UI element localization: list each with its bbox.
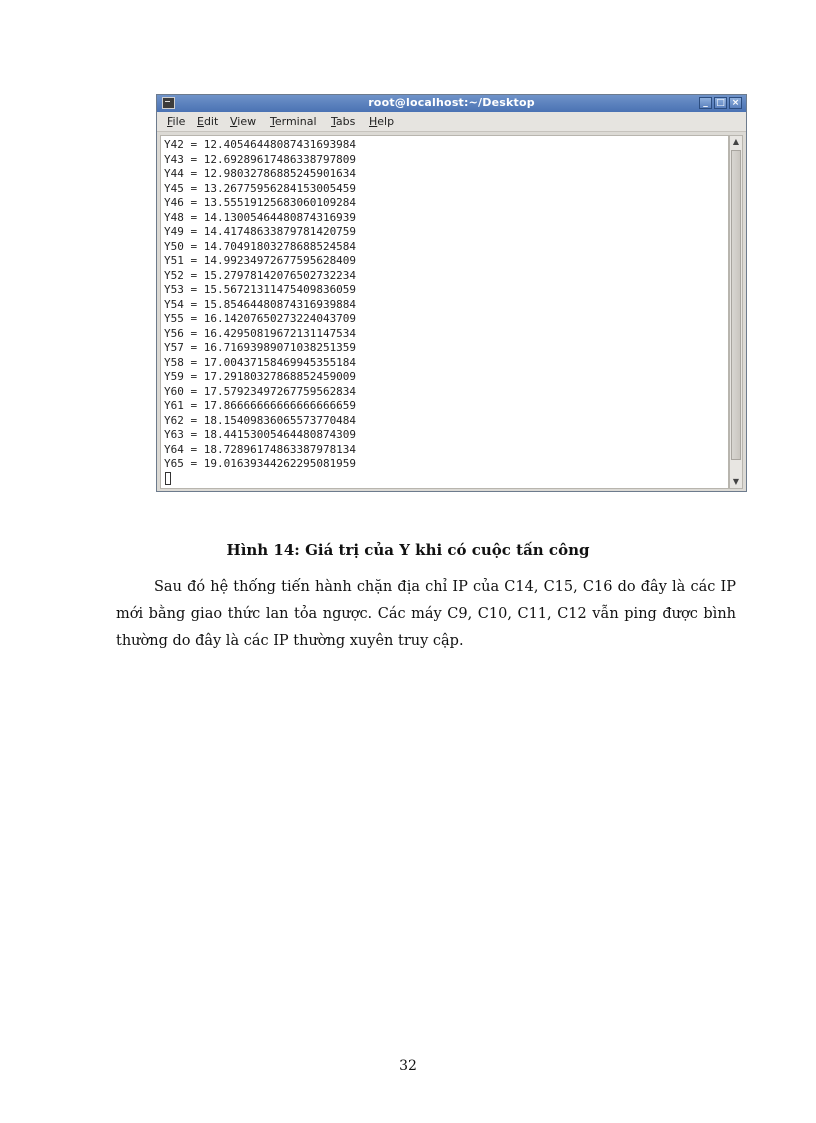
page-number: 32 [399, 1058, 417, 1074]
output-line: Y61 = 17.86666666666666666659 [164, 399, 357, 412]
output-line: Y51 = 14.99234972677595628409 [164, 254, 357, 267]
menu-help[interactable]: Help [369, 115, 395, 128]
title-bar [157, 95, 746, 112]
output-line: Y65 = 19.01639344262295081959 [164, 457, 357, 470]
vertical-scrollbar[interactable] [729, 135, 743, 489]
menu-view[interactable]: View [230, 115, 257, 128]
body-paragraph: Sau đó hệ thống tiến hành chặn địa chỉ IP của C14, C15, C16 do đây là các IP mới bằng giao thức lan tỏa ngược. Các máy C9, C10, C11, C12 vẫn ping được bình thường do đây là các IP thường xuyên truy cập. [116, 579, 736, 649]
output-line: Y43 = 12.69289617486338797809 [164, 152, 357, 166]
output-line: Y46 = 13.55519125683060109284 [164, 196, 357, 209]
output-line: Y58 = 17.00437158469945355184 [164, 355, 357, 369]
output-line: Y44 = 12.98032786885245901634 [164, 167, 357, 180]
window-title: root@localhost:~/Desktop [368, 96, 535, 109]
output-line: Y64 = 18.72896174863387978134 [164, 442, 357, 456]
menu-tabs[interactable]: Tabs [331, 115, 356, 128]
output-line: Y56 = 16.42950819672131147534 [164, 326, 357, 340]
output-line: Y52 = 15.27978142076502732234 [164, 268, 357, 282]
terminal-window-screenshot [156, 94, 747, 492]
output-line: Y62 = 18.15409836065573770484 [164, 413, 357, 427]
scroll-up-icon[interactable]: ▲ [732, 137, 740, 146]
output-line: Y42 = 12.40546448087431693984 [164, 138, 357, 151]
output-line: Y57 = 16.71693989071038251359 [164, 341, 357, 354]
terminal-output[interactable] [160, 135, 729, 489]
output-line: Y55 = 16.14207650273224043709 [164, 312, 357, 325]
menu-bar [157, 112, 746, 132]
menu-edit[interactable]: Edit [197, 115, 219, 128]
scrollbar-thumb[interactable] [731, 150, 741, 460]
output-line: Y45 = 13.26775956284153005459 [164, 181, 357, 195]
text-cursor [165, 472, 171, 485]
output-line: Y54 = 15.85464480874316939884 [164, 297, 357, 311]
maximize-icon[interactable]: □ [714, 97, 727, 109]
minimize-icon[interactable]: _ [699, 97, 712, 109]
output-line: Y53 = 15.56721311475409836059 [164, 283, 357, 296]
menu-file[interactable]: File [167, 115, 186, 128]
figure-caption: Hình 14: Giá trị của Y khi có cuộc tấn công [226, 541, 590, 559]
menu-terminal[interactable]: Terminal [270, 115, 317, 128]
output-line: Y50 = 14.70491803278688524584 [164, 239, 357, 253]
close-icon[interactable]: × [729, 97, 742, 109]
output-line: Y63 = 18.44153005464480874309 [164, 428, 357, 441]
output-line: Y59 = 17.29180327868852459009 [164, 370, 357, 383]
output-line: Y49 = 14.41748633879781420759 [164, 225, 357, 238]
output-line: Y48 = 14.13005464480874316939 [164, 210, 357, 224]
output-line: Y60 = 17.57923497267759562834 [164, 384, 357, 398]
scroll-down-icon[interactable]: ▼ [732, 477, 740, 486]
